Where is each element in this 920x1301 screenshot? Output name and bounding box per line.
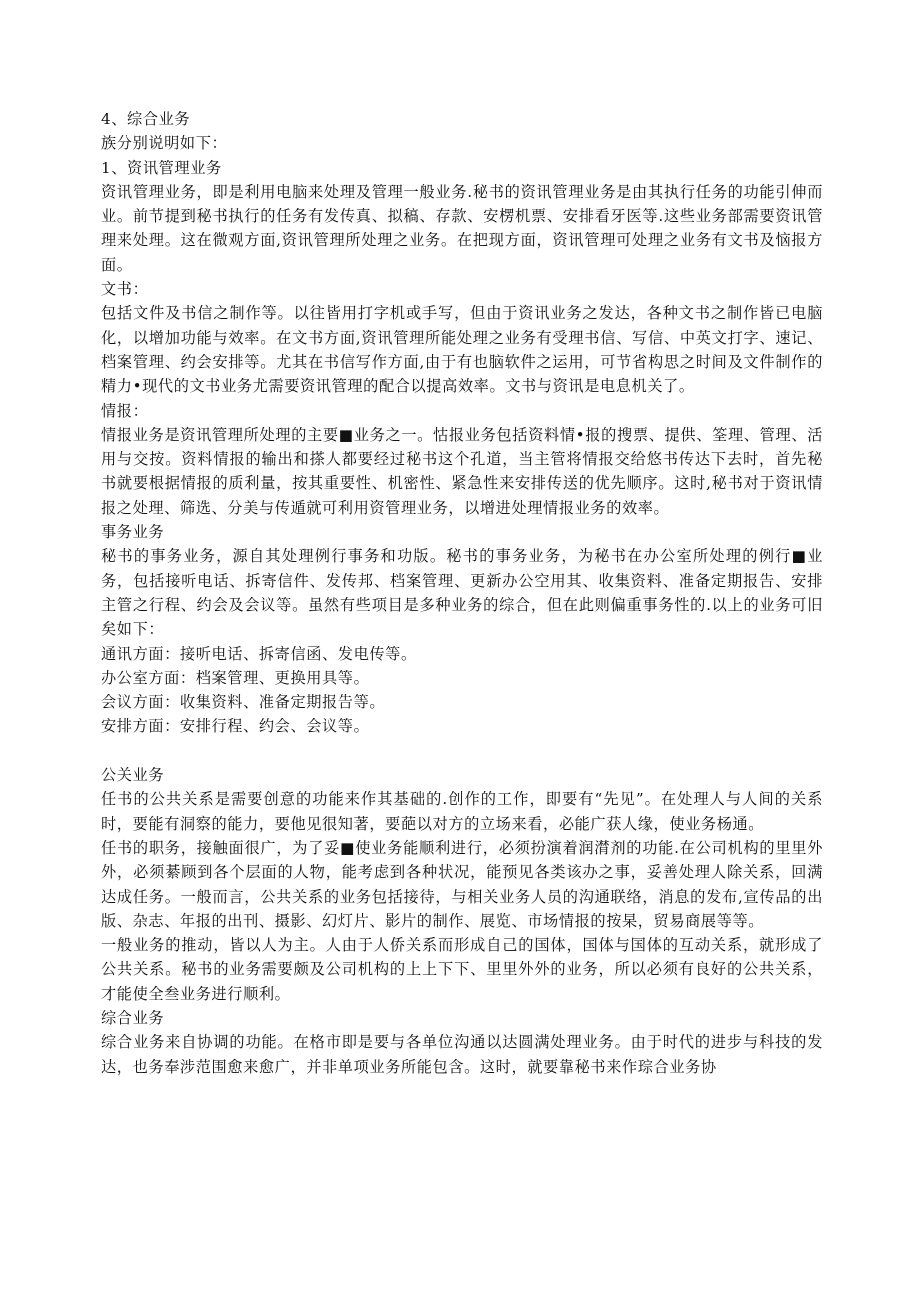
section-heading: 1、资讯管理业务 [101,158,222,177]
body-paragraph: 资讯管理业务，即是利用电脑来处理及管理一般业务.秘书的资讯管理业务是由其执行任务的功能引伸而业。前节提到秘书执行的任务有发传真、拟稿、存款、安楞机票、安排看牙医等.这些业务部需要资讯管理来处理。这在微观方面,资讯管理所处理之业务。在把现方面，资讯管理可处理之业务有文书及恼报方面。 [101,182,823,274]
section-heading: 安排方面：安排行程、约会、会议等。 [101,717,370,736]
body-paragraph: 综合业务来自协调的功能。在格市即是要与各单位沟通以达圆满处理业务。由于时代的进步与科技的发达，也务奉涉范围愈来愈广，并非单项业务所能包含。这时，就要靠秘书来作琮合业务协 [101,1033,823,1076]
section-heading: 情报： [101,401,149,420]
section-heading: 公关业务 [101,766,165,785]
section-heading: 通讯方面：接听电话、拆寄信函、发电传等。 [101,644,417,663]
body-paragraph: 秘书的事务业务，源自其处理例行事务和功版。秘书的事务业务，为秘书在办公室所处理的例行■业务，包括接听电话、拆寄信件、发传邦、档案管理、更新办公空用其、收集资料、准备定期报告、安排主管之行程、约会及会议等。虽然有些项目是多种业务的综合，但在此则偏重事务性的.以上的业务可旧矣如下： [101,547,823,639]
section-heading: 会议方面：收集资料、准备定期报告等。 [101,693,386,712]
body-paragraph: 情报业务是资讯管理所处理的主要■业务之一。怙报业务包括资料情•报的搜票、提供、筌理、管理、活用与交按。资料情报的输出和搽人都要经过秘书这个孔道，当主管将情报交给悠书传达下去时，首先秘书就要根据情报的质利量，按其重要性、机密性、紧急性来安排传送的优先顺序。这时,秘书对于资讯情报之处理、筛选、分美与传遁就可利用资管理业务，以增进处理情报业务的效率。 [101,425,823,517]
blank-line [101,739,823,763]
section-heading: 事务业务 [101,523,165,542]
body-paragraph: 包括文件及书信之制作等。以往皆用打字机或手写，但由于资讯业务之发达，各种文书之制作皆已电脑化，以增加功能与效率。在文书方面,资讯管理所能处理之业务有受理书信、写信、中英文打字、速记、档案管理、约会安排等。尤其在书信写作方面,由于有也脑软件之运用，可节省构思之时间及文件制作的精力•现代的文书业务尤需要资讯管理的配合以提高效率。文书与资讯是电息机关了。 [101,304,823,396]
section-heading: 族分别说明如下： [101,134,228,153]
section-heading: 办公室方面：档案管理、更换用具等。 [101,668,370,687]
body-paragraph: 一般业务的推动，皆以人为主。人由于人侨关系而形成自己的国体，国体与国体的互动关系，就形成了公共关系。秘书的业务需要颇及公司机构的上上下下、里里外外的业务，所以必须有良好的公共关系，才能使全叁业务进行顺利。 [101,936,823,1003]
document-body [101,107,823,1079]
body-paragraph: 任书的职务，接触面很广，为了妥■使业务能顺利进行，必须扮演着润潸剂的功能.在公司机构的里里外外，必须綦顾到各个层面的人物，能考虑到各种状况，能预见各类该办之事，妥善处理人除关系，回满达成任务。一般而言，公共关系的业务包括接待，与相关业务人员的沟通联络，消息的发布,宣传品的出版、杂志、年报的出刊、摄影、幻灯片、影片的制作、展览、市场情报的按杲，贸易商展等等。 [101,838,823,930]
section-heading: 文书： [101,280,149,299]
section-heading: 综合业务 [101,1008,165,1027]
body-paragraph: 任书的公共关系是需要创意的功能来作其基础的.创作的工作，即要有“先见”。在处理人与人间的关系时，要能有洞察的能力，要他见很知著，要葩以对方的立场来看，必能广获人缘，使业务杨通。 [101,790,823,833]
section-heading: 4、综合业务 [101,110,191,128]
